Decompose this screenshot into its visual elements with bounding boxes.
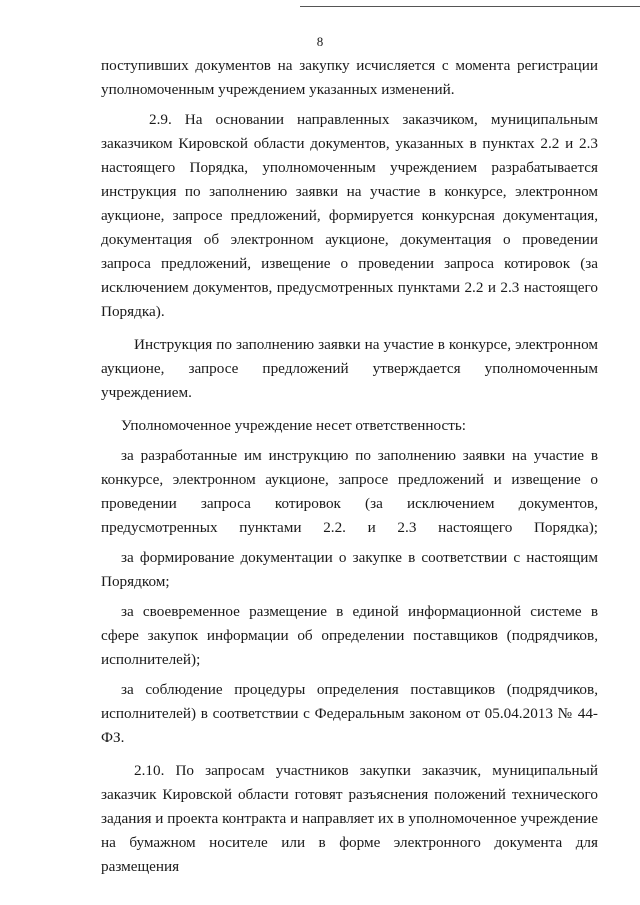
document-body [101, 54, 598, 879]
paragraph-2-9: 2.9. На основании направленных заказчиком, муниципальным заказчиком Кировской области документов, указанных в пунктах 2.2 и 2.3 настоящего Порядка, уполномоченным учреждением разрабатывается инструкция по заполнению заявки на участие в конкурсе, электронном аукционе, запросе предложений, формируется конкурсная документация, документация об электронном аукционе, документация о проведении запроса предложений, извещение о проведении запроса котировок (за исключением документов, предусмотренных пунктами 2.2 и 2.3 настоящего Порядка). [101, 111, 598, 320]
header-rule [300, 6, 640, 7]
paragraph-instruction: Инструкция по заполнению заявки на участие в конкурсе, электронном аукционе, запросе предложений утверждается уполномоченным учреждением. [101, 336, 598, 401]
paragraph-continuation: поступивших документов на закупку исчисляется с момента регистрации уполномоченным учреждением указанных изменений. [101, 57, 598, 98]
paragraph-2-10: 2.10. По запросам участников закупки заказчик, муниципальный заказчик Кировской области готовят разъяснения положений технического задания и проекта контракта и направляет их в уполномоченное учреждение на бумажном носителе или в форме электронного документа для размещения [101, 762, 598, 875]
paragraph-responsibility-publication: за своевременное размещение в единой информационной системе в сфере закупок информации об определении поставщиков (подрядчиков, исполнителей); [101, 603, 598, 668]
paragraph-responsibility-instruction: за разработанные им инструкцию по заполнению заявки на участие в конкурсе, электронном аукционе, запросе предложений и извещение о проведении запроса котировок (за исключением документов, предусмотренных пунктами 2.2. и 2.3 настоящего Порядка); [101, 447, 598, 536]
paragraph-responsibility-intro: Уполномоченное учреждение несет ответственность: [121, 417, 467, 434]
page-number: 8 [316, 34, 324, 49]
paragraph-responsibility-procedure: за соблюдение процедуры определения поставщиков (подрядчиков, исполнителей) в соответствии с Федеральным законом от 05.04.2013 № 44-ФЗ. [101, 681, 598, 746]
paragraph-responsibility-documentation: за формирование документации о закупке в соответствии с настоящим Порядком; [101, 549, 598, 590]
